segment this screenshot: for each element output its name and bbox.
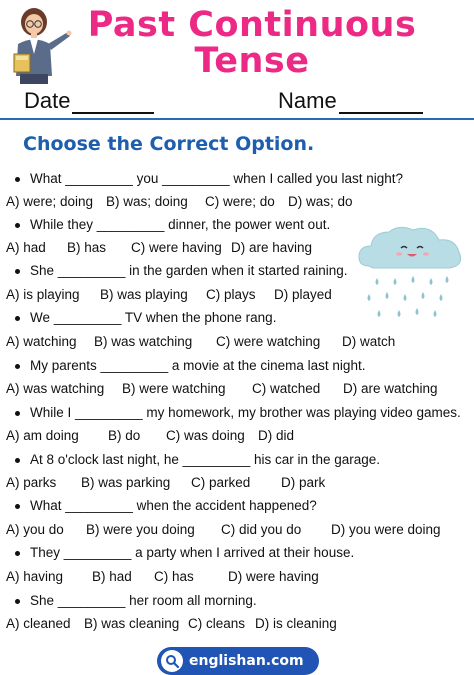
bullet <box>15 458 20 463</box>
bullet <box>15 599 20 604</box>
name-field[interactable] <box>278 88 423 114</box>
option[interactable]: B) has <box>67 240 107 255</box>
question-9 <box>15 544 354 562</box>
question-5 <box>15 357 365 375</box>
option[interactable]: C) watched <box>252 381 321 396</box>
option[interactable]: A) had <box>6 240 46 255</box>
question-text: At 8 o'clock last night, he _________ his car in the garage. <box>30 452 381 467</box>
option[interactable]: C) plays <box>206 287 256 302</box>
option[interactable]: A) having <box>6 569 64 584</box>
date-field[interactable] <box>24 88 154 114</box>
student-fields <box>0 88 474 116</box>
question-1 <box>15 170 403 188</box>
bullet <box>15 504 20 509</box>
title-line-1: Past Continuous <box>87 5 417 45</box>
question-8 <box>15 497 317 515</box>
option[interactable]: D) you were doing <box>331 522 441 537</box>
date-label: Date <box>24 88 71 113</box>
name-line[interactable] <box>339 92 423 114</box>
option[interactable]: C) cleans <box>188 616 246 631</box>
question-10 <box>15 592 257 610</box>
option[interactable]: B) was parking <box>81 475 171 490</box>
bullet <box>15 223 20 228</box>
option[interactable]: B) was; doing <box>106 194 188 209</box>
bullet <box>15 269 20 274</box>
option[interactable]: A) was watching <box>6 381 105 396</box>
question-3 <box>15 262 347 280</box>
option[interactable]: C) was doing <box>166 428 245 443</box>
option[interactable]: B) were you doing <box>86 522 195 537</box>
option[interactable]: C) parked <box>191 475 251 490</box>
question-2 <box>15 216 330 234</box>
question-text: What _________ when the accident happened? <box>30 498 317 513</box>
option[interactable]: C) has <box>154 569 194 584</box>
option[interactable]: A) cleaned <box>6 616 71 631</box>
option[interactable]: D) played <box>274 287 332 302</box>
option[interactable]: D) watch <box>342 334 396 349</box>
bullet <box>15 177 20 182</box>
question-text: We _________ TV when the phone rang. <box>30 310 277 325</box>
question-text: She _________ her room all morning. <box>30 593 257 608</box>
question-text: She _________ in the garden when it started raining. <box>30 263 348 278</box>
option[interactable]: A) is playing <box>6 287 80 302</box>
question-7 <box>15 451 380 469</box>
question-text: While they _________ dinner, the power went out. <box>30 217 331 232</box>
option[interactable]: C) were; do <box>205 194 275 209</box>
option[interactable]: A) were; doing <box>6 194 94 209</box>
option[interactable]: C) were watching <box>216 334 321 349</box>
question-text: What _________ you _________ when I called you last night? <box>30 171 404 186</box>
option[interactable]: C) were having <box>131 240 222 255</box>
option[interactable]: D) were having <box>228 569 319 584</box>
option[interactable]: B) do <box>108 428 141 443</box>
rain-cloud-icon <box>355 222 467 322</box>
option[interactable]: A) parks <box>6 475 57 490</box>
question-4 <box>15 309 276 327</box>
option[interactable]: A) am doing <box>6 428 79 443</box>
question-text: While I _________ my homework, my brother was playing video games. <box>30 405 461 420</box>
bullet <box>15 364 20 369</box>
option[interactable]: D) was; do <box>288 194 353 209</box>
question-text: My parents _________ a movie at the cinema last night. <box>30 358 366 373</box>
option[interactable]: A) watching <box>6 334 77 349</box>
option[interactable]: B) was playing <box>100 287 188 302</box>
option[interactable]: D) are watching <box>343 381 438 396</box>
option[interactable]: D) is cleaning <box>255 616 337 631</box>
title-line-2: Tense <box>194 41 310 81</box>
option[interactable]: A) you do <box>6 522 64 537</box>
question-6 <box>15 404 461 422</box>
option[interactable]: D) did <box>258 428 295 443</box>
site-link[interactable] <box>157 647 319 675</box>
bullet <box>15 411 20 416</box>
option[interactable]: B) were watching <box>122 381 226 396</box>
site-url: englishan.com <box>189 653 304 669</box>
option[interactable]: B) was watching <box>94 334 193 349</box>
name-label: Name <box>278 88 337 113</box>
divider <box>0 118 474 120</box>
option[interactable]: B) had <box>92 569 132 584</box>
option[interactable]: B) was cleaning <box>84 616 180 631</box>
bullet <box>15 316 20 321</box>
option[interactable]: C) did you do <box>221 522 302 537</box>
date-line[interactable] <box>72 92 154 114</box>
search-icon <box>161 650 183 672</box>
option[interactable]: D) are having <box>231 240 313 255</box>
question-text: They _________ a party when I arrived at their house. <box>30 545 355 560</box>
instructions-heading: Choose the Correct Option. <box>23 133 315 155</box>
bullet <box>15 551 20 556</box>
option[interactable]: D) park <box>281 475 326 490</box>
